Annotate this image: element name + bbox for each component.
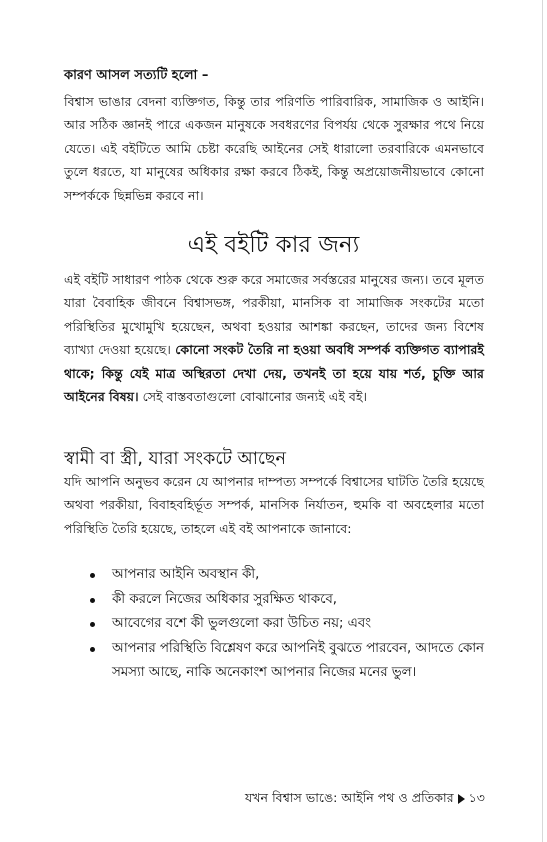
spouses-paragraph: যদি আপনি অনুভব করেন যে আপনার দাম্পত্য সম্পর্কে বিশ্বাসের ঘাটতি তৈরি হয়েছে অথবা পরকীয়া, বিবাহবহির্ভূত সম্পর্ক, মানসিক নির্যাতন, হুমকি বা অবহেলার মতো পরিস্থিতি তৈরি হয়েছে, তাহলে এই বই আপনাকে জানাবে: xyxy=(64,474,484,536)
list-item-text: আবেগের বশে কী ভুলগুলো করা উচিত নয়; এবং xyxy=(112,616,371,631)
section-heading-audience: এই বইটি কার জন্য xyxy=(187,232,360,258)
bullet-dot-icon xyxy=(90,622,95,627)
list-item xyxy=(64,637,484,686)
guidance-list xyxy=(64,563,484,686)
bullet-dot-icon xyxy=(90,647,95,652)
list-item xyxy=(64,612,484,637)
audience-text-after: সেই বাস্তবতাগুলো বোঝানোর জন্যই এই বই। xyxy=(138,389,367,405)
section-heading-spouses: স্বামী বা স্ত্রী, যারা সংকটে আছেন xyxy=(64,449,286,469)
list-item xyxy=(64,563,484,588)
page-edge-line xyxy=(542,0,543,842)
list-item-text: আপনার পরিস্থিতি বিশ্লেষণ করে আপনিই বুঝতে পারবেন, আদতে কোন সমস্যা আছে, নাকি অনেকাংশ আপনার নিজের মনের ভুল। xyxy=(112,640,484,680)
list-item xyxy=(64,588,484,613)
audience-text-bold: কোনো সংকট তৈরি না হওয়া অবধি সম্পর্ক ব্যক্তিগত ব্যাপারই থাকে; কিন্তু যেই মাত্র অস্থিরতা দেখা দেয়, তখনই তা হয়ে যায় শর্ত, চুক্তি আর আইনের বিষয়। xyxy=(64,342,484,405)
audience-paragraph xyxy=(64,268,484,408)
audience-text-before: এই বইটি সাধারণ পাঠক থেকে শুরু করে সমাজের সর্বস্তরের মানুষের জন্য। তবে মূলত যারা বৈবাহিক জীবনে বিশ্বাসভঙ্গ, পরকীয়া, মানসিক বা সামাজিক সংকটের মতো পরিস্থিতির মুখোমুখি হয়েছেন, অথবা হওয়ার আশঙ্কা করছেন, তাদের জন্য বিশেষ ব্যাখ্যা দেওয়া হয়েছে। xyxy=(64,272,484,358)
list-item-text: কী করলে নিজের অধিকার সুরক্ষিত থাকবে, xyxy=(112,591,338,607)
intro-paragraph: বিশ্বাস ভাঙার বেদনা ব্যক্তিগত, কিন্তু তার পরিণতি পারিবারিক, সামাজিক ও আইনি। আর সঠিক জ্ঞানই পারে একজন মানুষকে সবধরণের বিপর্যয় থেকে সুরক্ষার পথে নিয়ে যেতে। এই বইটিতে আমি চেষ্টা করেছি আইনের সেই ধারালো তরবারিকে এমনভাবে তুলে ধরতে, যা মানুষের অধিকার রক্ষা করবে ঠিকই, কিন্তু অপ্রয়োজনীয়ভাবে কোনো সম্পর্ককে ছিন্নভিন্ন করবে না। xyxy=(64,94,484,203)
page-footer xyxy=(245,790,485,810)
running-title: যখন বিশ্বাস ভাঙে: আইনি পথ ও প্রতিকার xyxy=(245,790,454,805)
page-number: ১৩ xyxy=(468,790,485,805)
audience-paragraph-block xyxy=(64,268,484,408)
list-item-text: আপনার আইনি অবস্থান কী, xyxy=(112,567,260,582)
lead-line: কারণ আসল সত্যটি হলো – xyxy=(64,68,209,83)
triangle-right-icon xyxy=(458,794,465,804)
bullet-dot-icon xyxy=(90,573,95,578)
intro-paragraph-block xyxy=(64,90,484,207)
bullet-dot-icon xyxy=(90,598,95,603)
spouses-paragraph-block xyxy=(64,470,484,540)
